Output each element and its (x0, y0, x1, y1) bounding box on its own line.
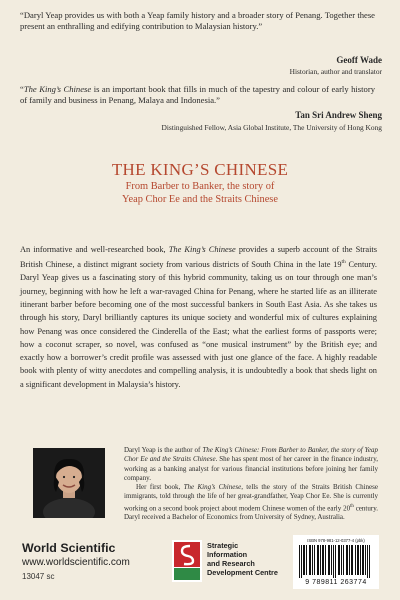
review-author-1-role: Historian, author and translator (289, 67, 382, 76)
review-author-1: Geoff Wade (336, 55, 382, 65)
publisher-code: 13047 sc (22, 572, 55, 581)
review-author-2: Tan Sri Andrew Sheng (295, 110, 382, 120)
barcode-icon (298, 545, 374, 578)
isbn-text: ISBN 978-981-12-0377-4 (pbk) (307, 538, 365, 543)
srdc-logo-icon (172, 540, 202, 582)
book-subtitle-line-2: Yeap Chor Ee and the Straits Chinese (122, 194, 278, 205)
barcode-number: 9 789811 263774 (305, 579, 367, 586)
partner-name: Strategic Information and Research Development Centre (207, 541, 278, 577)
author-bio-paragraph-2: Her first book, The King’s Chinese, tells the story of the Straits British Chinese immigrants, told through the life of her great-grandfather, Yeap Chor Ee. She is currently working on a second book project about modern Chinese women of the early 20th century. Daryl received a Bachelor of Economics from University of Sydney, Australia. (124, 483, 378, 522)
book-title: THE KING’S CHINESE (111, 160, 289, 179)
review-quote-2: “The King’s Chinese is an important book that fills in much of the tapestry and colour of early history of family and business in Penang, Malaya and Indonesia.” (20, 84, 375, 106)
author-bio (124, 446, 378, 523)
book-description: An informative and well-researched book, The King’s Chinese provides a superb account of the Straits British Chinese, a distinct migrant society from various districts of South China in the late 19th Century. Daryl Yeap gives us a fascinating story of this hybrid community, taking us on tour through one man’s journey, beginning with how he left a war-ravaged China for Penang, where he started life as an illiterate itinerant barber before becoming one of the most successful bankers in South East Asia. As she takes us through his story, Daryl brilliantly captures its unique society and wonderful mix of cultures explaining how Penang was once considered the Cinderella of the East; what the earliest forms of passports were; how a coconut scraper, so novel, was confused as “one musical instrument” by the British eye; and exactly how a borrower’s credit profile was assessed with just one glance of the face. A highly readable book with plenty of witty anecdotes and compelling analysis, it is undoubtedly a book that sheds light on a significant development in Malaysia’s history. (20, 245, 377, 389)
review-author-2-role: Distinguished Fellow, Asia Global Institute, The University of Hong Kong (161, 123, 382, 132)
author-bio-paragraph-1: Daryl Yeap is the author of The King’s Chinese: From Barber to Banker, the story of Yeap Chor Ee and the Straits Chinese. She has spent most of her career in the finance industry, working as a banking analyst for various financial institutions before joining her family company. (124, 446, 378, 482)
review-quote-1: “Daryl Yeap provides us with both a Yeap family history and a broader story of Penang. Together these present an enthralling and edifying contribution to Malaysian history.” (20, 10, 375, 32)
publisher-name: World Scientific (22, 541, 116, 555)
isbn-barcode (293, 535, 379, 589)
book-subtitle-line-1: From Barber to Banker, the story of (125, 181, 275, 192)
publisher-url: www.worldscientific.com (22, 557, 130, 568)
author-photo (33, 448, 105, 518)
